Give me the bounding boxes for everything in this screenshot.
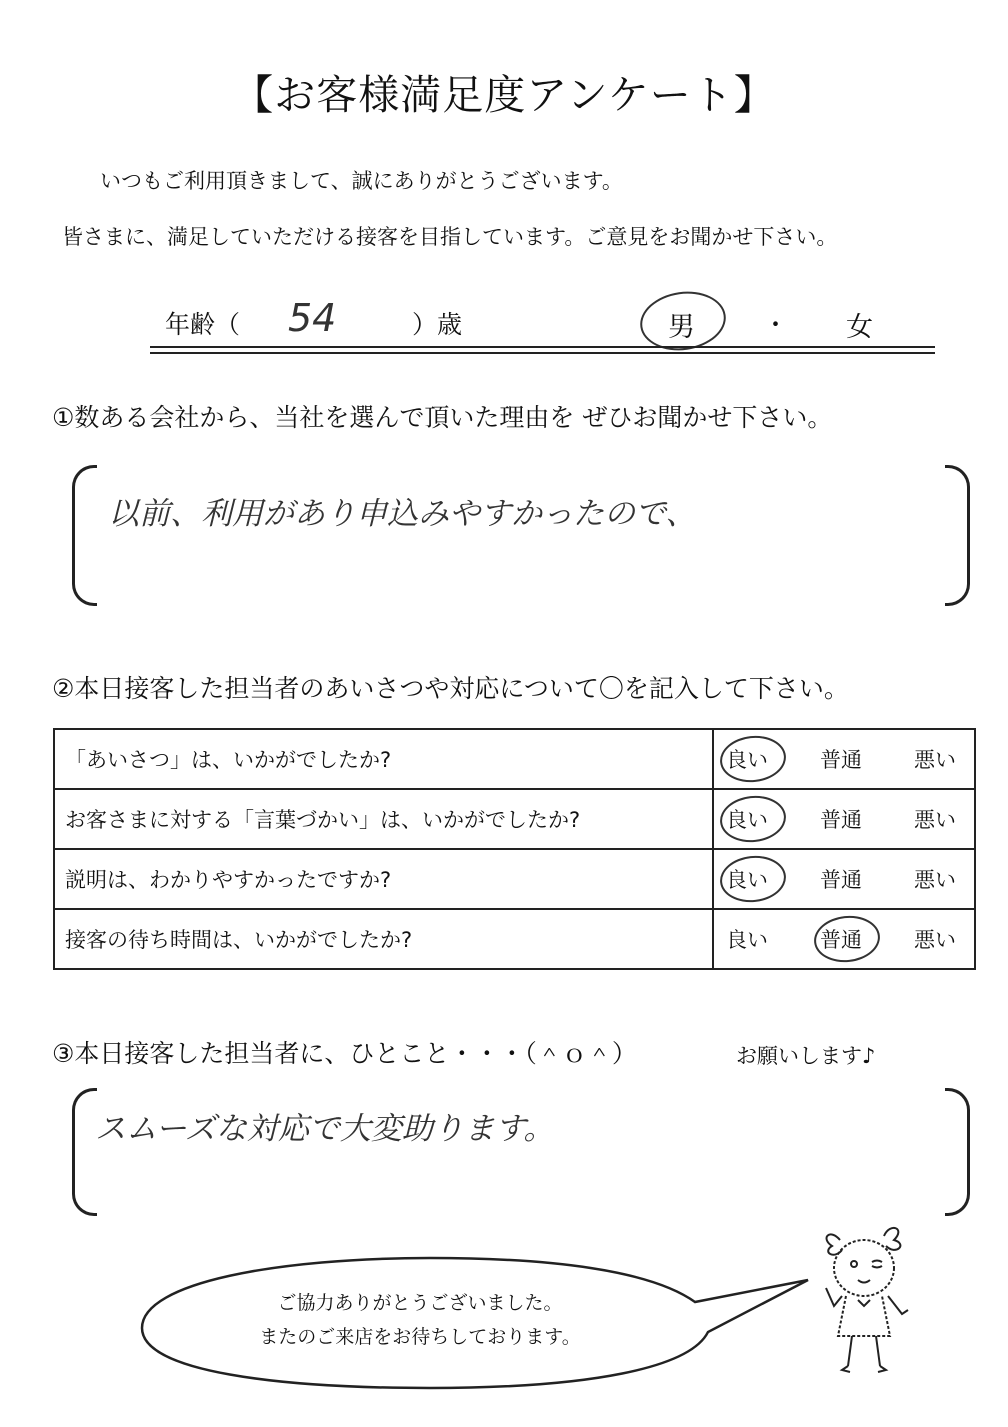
mascot-illustration — [812, 1218, 922, 1378]
rating-option[interactable]: 悪い — [914, 868, 956, 892]
rating-question: 説明は、わかりやすかったですか? — [54, 849, 713, 909]
age-label: 年齢（ — [165, 310, 241, 339]
rating-row — [54, 729, 975, 789]
rating-row — [54, 909, 975, 969]
selection-circle — [812, 913, 882, 966]
gender-male[interactable]: 男 — [668, 312, 695, 343]
rating-options — [713, 849, 975, 909]
closing-line-1: ご協力ありがとうございました。 — [277, 1292, 563, 1314]
q3-title: ③本日接客した担当者に、ひとこと・・・（＾ｏ＾） — [52, 1039, 637, 1068]
age-value[interactable]: 54 — [288, 296, 337, 340]
intro-line-2: 皆さまに、満足していただける接客を目指しています。ご意見をお聞かせ下さい。 — [62, 225, 838, 249]
selection-circle — [718, 853, 788, 906]
selection-circle — [718, 793, 788, 846]
rating-option[interactable]: 普通 — [820, 748, 862, 772]
page-title: 【お客様満足度アンケート】 — [232, 71, 776, 119]
rating-options — [713, 909, 975, 969]
rating-option[interactable]: 普通 — [820, 808, 862, 832]
q1-title: ①数ある会社から、当社を選んで頂いた理由を ぜひお聞かせ下さい。 — [52, 403, 833, 432]
q1-bracket-left — [72, 465, 97, 606]
age-suffix: ）歳 — [412, 310, 463, 339]
gender-female[interactable]: 女 — [846, 312, 873, 343]
rating-question: 「あいさつ」は、いかがでしたか? — [54, 729, 713, 789]
rating-question: お客さまに対する「言葉づかい」は、いかがでしたか? — [54, 789, 713, 849]
rating-option[interactable]: 良い — [726, 744, 768, 774]
rating-option[interactable]: 普通 — [820, 868, 862, 892]
closing-line-2: またのご来店をお待ちしております。 — [259, 1326, 581, 1348]
q3-request: お願いします♪ — [736, 1044, 876, 1068]
speech-bubble — [130, 1240, 830, 1390]
rating-row — [54, 849, 975, 909]
q2-title: ②本日接客した担当者のあいさつや対応について〇を記入して下さい。 — [52, 674, 849, 703]
q3-bracket-right — [945, 1088, 970, 1216]
selection-circle — [718, 733, 788, 786]
intro-line-1: いつもご利用頂きまして、誠にありがとうございます。 — [100, 169, 623, 193]
rating-option[interactable]: 良い — [726, 864, 768, 894]
rating-option[interactable]: 普通 — [820, 924, 862, 954]
rating-options — [713, 729, 975, 789]
rating-options — [713, 789, 975, 849]
rating-question: 接客の待ち時間は、いかがでしたか? — [54, 909, 713, 969]
rating-option[interactable]: 悪い — [914, 748, 956, 772]
q1-bracket-right — [945, 465, 970, 606]
q1-answer[interactable]: 以前、利用があり申込みやすかったので、 — [108, 496, 697, 532]
rating-option[interactable]: 悪い — [914, 928, 956, 952]
q3-answer[interactable]: スムーズな対応で大変助ります。 — [95, 1111, 555, 1147]
rating-option[interactable]: 良い — [726, 928, 768, 952]
q3-bracket-left — [72, 1088, 97, 1216]
rating-table — [53, 728, 976, 970]
gender-separator: ・ — [763, 310, 789, 339]
rating-row — [54, 789, 975, 849]
profile-underline — [150, 346, 935, 354]
rating-option[interactable]: 悪い — [914, 808, 956, 832]
rating-option[interactable]: 良い — [726, 804, 768, 834]
